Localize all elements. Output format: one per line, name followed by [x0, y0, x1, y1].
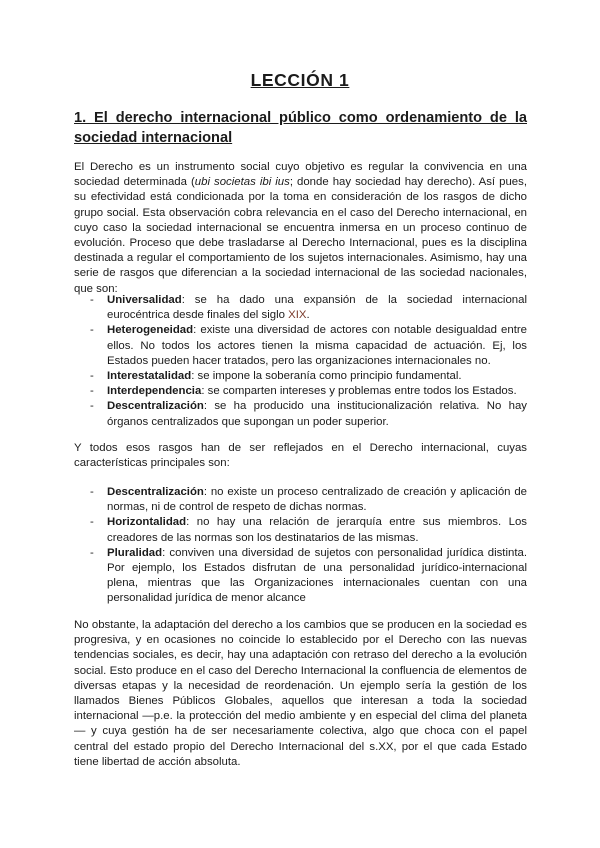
item-text: : conviven una diversidad de sujetos con personalidad jurídica distinta. Por ejemplo, los Estados disfrutan de una personalidad jurídico-internacional plena, mientras que las Organizaciones internacionales cuentan con una personalidad jurídica de menor alcance — [107, 546, 527, 605]
dash-bullet: - — [90, 324, 94, 337]
intro-text-part1: El Derecho es un instrumento social cuyo objetivo es regular la convivencia en una sociedad determinada ( — [74, 161, 527, 189]
term-descentralizacion: Descentralización — [107, 486, 204, 498]
term-universalidad: Universalidad — [107, 294, 182, 306]
list-item — [90, 399, 527, 429]
list-item — [90, 323, 527, 369]
closing-paragraph: No obstante, la adaptación del derecho a los cambios que se producen en la sociedad es progresiva, y en ocasiones no coincide lo establecido por el Derecho con las nuevas tendencias sociales, es decir, hay una adaptación con retraso del derecho a la evolución social. Esto produce en el caso del Derecho Internacional la confluencia de elementos de diversas etapas y la necesidad de reordenación. Un ejemplo sería la gestión de los llamados Bienes Públicos Globales, aquellos que interesan a toda la sociedad internacional —p.e. la protección del medio ambiente y en especial del clima del planeta— y cuya gestión ha de ser necesariamente colectiva, algo que choca con el papel central del estado propio del Derecho Internacional del s.XX, por el que cada Estado tiene libertad de acción absoluta. — [74, 619, 527, 768]
item-text: : se ha producido una institucionalización relativa. No hay órganos centralizados que supongan un poder superior. — [107, 400, 527, 428]
item-text: : existe una diversidad de actores con notable desigualdad entre ellos. No todos los actores tienen la misma capacidad de actuación. Ej, los Estados pueden hacer tratados, pero las organizaciones internacionales no. — [107, 324, 527, 367]
term-horizontalidad: Horizontalidad — [107, 516, 187, 529]
term-descentralizacion: Descentralización — [107, 400, 204, 413]
dash-bullet: - — [90, 385, 94, 398]
item-text: : no hay una relación de jerarquía entre sus miembros. Los creadores de las normas son los destinatarios de las mismas. — [107, 516, 527, 544]
list-item — [90, 546, 527, 607]
dash-bullet: - — [90, 400, 94, 413]
intro-text-part2: ; donde hay sociedad hay derecho). Así pues, su efectividad está condicionada por la toma en consideración de los rasgos de dicho grupo social. Esta observación cobra relevancia en el caso del Derecho internacional, en cuyo caso la sociedad internacional se encuentra inmersa en un proceso continuo de evolución. Proceso que debe trasladarse al Derecho Internacional, pues es la disciplina destinada a regular el comportamiento de los sujetos internacionales. Asimismo, hay una serie de rasgos que diferencian a la sociedad internacional de las sociedad nacionales, que son: — [74, 176, 527, 295]
dash-bullet: - — [90, 546, 94, 559]
item-text-end: . — [306, 309, 310, 322]
item-text: : se ha dado una expansión de la sociedad internacional eurocéntrica desde finales del siglo — [107, 294, 527, 322]
lesson-title: LECCIÓN 1 — [250, 70, 350, 90]
intro-paragraph — [74, 160, 527, 297]
list-item — [90, 515, 527, 545]
century-highlight: XIX — [288, 309, 307, 322]
item-text: : se comparten intereses y problemas entre todos los Estados. — [201, 385, 517, 398]
item-text: : se impone la soberanía como principio fundamental. — [191, 370, 462, 383]
rasgos-list — [90, 293, 527, 430]
section-heading: 1. El derecho internacional público como ordenamiento de la sociedad internacional — [74, 110, 527, 146]
dash-bullet: - — [90, 294, 94, 306]
list-item — [90, 369, 527, 384]
caracteristicas-list — [90, 485, 527, 607]
dash-bullet: - — [90, 486, 94, 498]
latin-maxim: ubi societas ibi ius — [194, 176, 290, 189]
term-interdependencia: Interdependencia — [107, 385, 202, 398]
list-item — [90, 384, 527, 399]
list-item — [90, 485, 527, 515]
list-item — [90, 293, 527, 323]
dash-bullet: - — [90, 370, 94, 383]
item-text: : no existe un proceso centralizado de creación y aplicación de normas, ni de control de respeto de dichas normas. — [107, 486, 527, 514]
term-pluralidad: Pluralidad — [107, 546, 163, 559]
transition-paragraph: Y todos esos rasgos han de ser reflejados en el Derecho internacional, cuyas características principales son: — [74, 442, 527, 470]
term-interestatalidad: Interestatalidad — [107, 370, 192, 383]
dash-bullet: - — [90, 516, 94, 529]
term-heterogeneidad: Heterogeneidad — [107, 324, 194, 337]
